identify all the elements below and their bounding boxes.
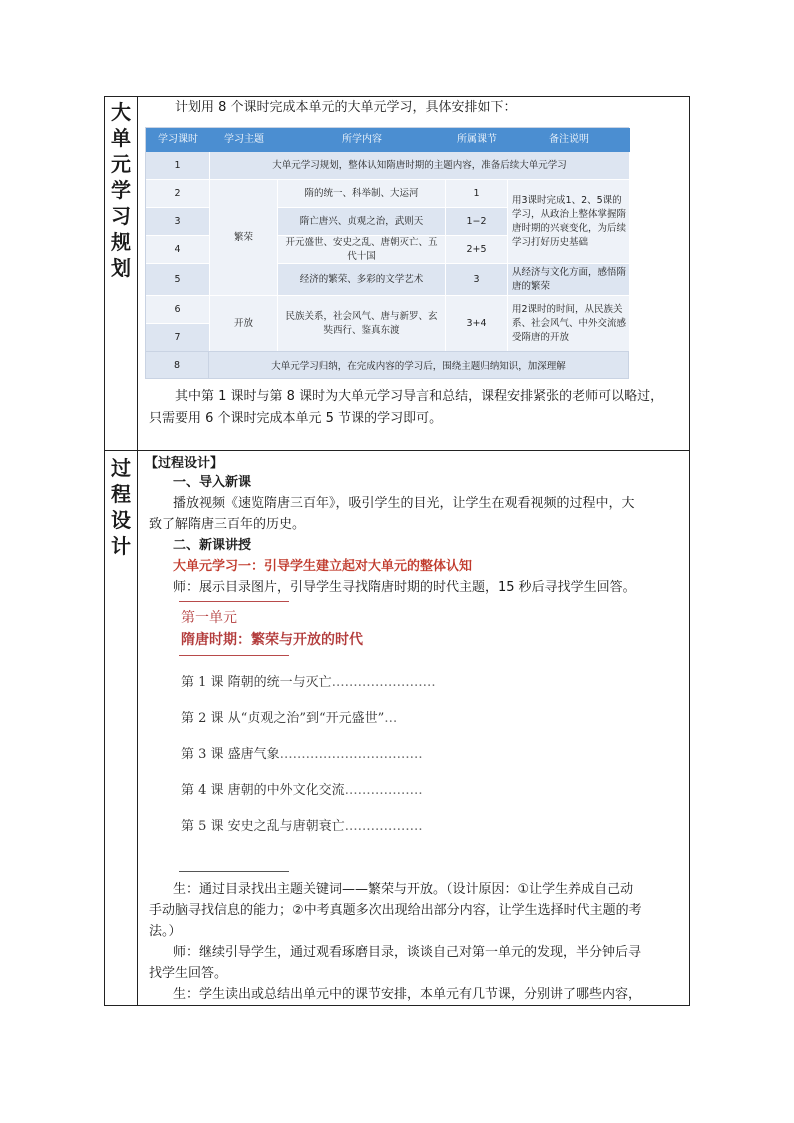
schedule-table [145,127,629,351]
note-cell: 用2课时的时间，从民族关系、社会风气、中外交流感受隋唐的开放 [508,296,630,352]
side-char: 学 [111,178,131,202]
content-cell: 开元盛世、安史之乱、唐朝灭亡、五代十国 [278,236,446,264]
row-number: 4 [146,236,210,264]
header-cell: 所学内容 [278,128,446,152]
divider [179,655,289,656]
note-cell: 从经济与文化方面，感悟隋唐的繁荣 [508,264,630,296]
section-title: 二、新课讲授 [173,538,252,553]
section-cell: 3+4 [446,296,508,352]
row-content: 大单元学习归纳，在完成内容的学习后，围绕主题归纳知识，加深理解 [209,351,629,379]
paragraph: 生：学生读出或总结出单元中的课节安排，本单元有几节课，分别讲了哪些内容， [173,987,642,1002]
side-char: 单 [111,126,131,150]
header-cell: 学习课时 [146,128,210,152]
dot-leader: … [384,711,398,726]
lesson-title: 第 4 课 唐朝的中外文化交流 [181,783,345,798]
planning-note: 其中第 1 课时与第 8 课时为大单元学习导言和总结，课程安排紧张的老师可以略过， [175,389,664,404]
side-char: 程 [111,482,131,506]
paragraph: 法。） [149,924,182,939]
lesson-title: 第 3 课 盛唐气象 [181,747,280,762]
process-heading: 【过程设计】 [145,456,224,471]
column-divider [137,97,138,1005]
paragraph: 播放视频《速览隋唐三百年》，吸引学生的目光，让学生在观看视频的过程中，大 [173,496,635,511]
side-char: 计 [111,534,131,558]
content-cell: 隋的统一、科举制、大运河 [278,180,446,208]
section-title: 一、导入新课 [173,475,252,490]
side-char: 划 [111,256,131,280]
row-divider [105,450,689,451]
paragraph: 找学生回答。 [149,966,228,981]
row-number: 2 [146,180,210,208]
paragraph: 师：继续引导学生，通过观看琢磨目录，谈谈自己对第一单元的发现，半分钟后寻 [173,945,642,960]
header-cell: 学习主题 [210,128,278,152]
row-number: 3 [146,208,210,236]
theme-prosperity: 繁荣 [210,180,278,296]
lesson-item [181,707,397,726]
side-char: 规 [111,230,131,254]
divider [179,601,289,602]
section-cell: 3 [446,264,508,296]
side-char: 大 [111,100,131,124]
row-content: 大单元学习规划，整体认知隋唐时期的主题内容，准备后续大单元学习 [210,152,630,180]
paragraph: 师：展示目录图片，引导学生寻找隋唐时期的时代主题，15 秒后寻找学生回答。 [173,580,636,595]
lesson-item [181,671,436,690]
section-cell: 1−2 [446,208,508,236]
side-label-planning [105,99,137,281]
side-char: 设 [111,508,131,532]
header-cell: 所属课节 [446,128,508,152]
side-char: 元 [111,152,131,176]
dot-leader: ……………… [344,783,423,798]
content-cell: 隋亡唐兴、贞观之治，武则天 [278,208,446,236]
content-cell: 民族关系，社会风气、唐与新罗、玄奘西行、鉴真东渡 [278,296,446,352]
row-number: 8 [145,351,209,379]
row-number: 7 [146,324,210,352]
lesson-item [181,743,423,762]
section-cell: 1 [446,180,508,208]
lesson-title: 第 2 课 从“贞观之治”到“开元盛世” [181,711,385,726]
side-label-process [105,455,137,559]
header-cell: 备注说明 [508,128,630,152]
divider [179,871,289,872]
content-cell: 经济的繁荣、多彩的文学艺术 [278,264,446,296]
paragraph: 生：通过目录找出主题关键词——繁荣与开放。（设计原因：①让学生养成自己动 [173,882,634,897]
unit-title: 隋唐时期：繁荣与开放的时代 [181,632,363,648]
unit-label: 第一单元 [181,610,237,626]
section-cell: 2+5 [446,236,508,264]
planning-intro: 计划用 8 个课时完成本单元的大单元学习，具体安排如下： [175,100,517,115]
row-number: 1 [146,152,210,180]
lesson-item [181,815,423,834]
theme-openness: 开放 [210,296,278,352]
planning-note: 只需要用 6 个课时完成本单元 5 节课的学习即可。 [149,411,443,426]
paragraph: 手动脑寻找信息的能力；②中考真题多次出现给出部分内容，让学生选择时代主题的考 [149,903,642,918]
lesson-item [181,779,423,798]
row-number: 5 [146,264,210,296]
note-cell: 用3课时完成1、2、5课的学习，从政治上整体掌握隋唐时期的兴衰变化，为后续学习打好历史基础 [508,180,630,264]
lesson-plan-table [104,96,690,1006]
table-of-contents-image [175,601,436,881]
side-char: 习 [111,204,131,228]
task-title: 大单元学习一：引导学生建立起对大单元的整体认知 [173,559,473,574]
row-number: 6 [146,296,210,324]
side-char: 过 [111,456,131,480]
dot-leader: ……………… [344,819,423,834]
dot-leader: …………………………… [279,747,423,762]
dot-leader: …………………… [331,675,436,690]
lesson-title: 第 5 课 安史之乱与唐朝衰亡 [181,819,345,834]
lesson-title: 第 1 课 隋朝的统一与灭亡 [181,675,332,690]
paragraph: 致了解隋唐三百年的历史。 [149,517,306,532]
